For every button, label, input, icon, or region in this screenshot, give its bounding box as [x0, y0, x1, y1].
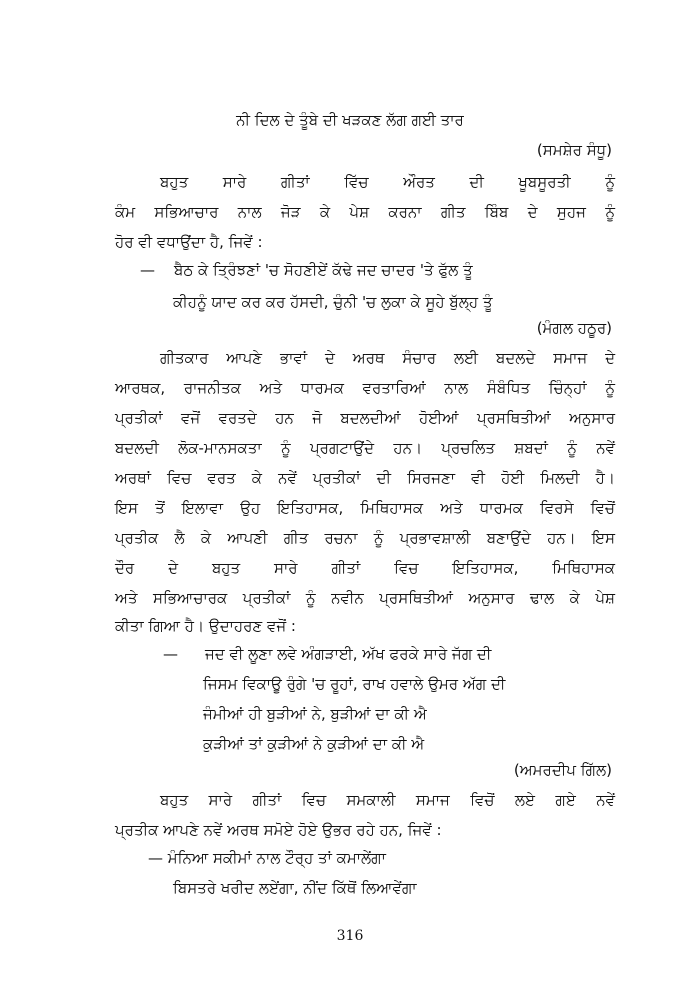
paragraph-line: ਕੀਤਾ ਗਿਆ ਹੈ। ਉਦਾਹਰਣ ਵਜੋਂ :: [115, 617, 296, 635]
epigraph-attribution: (ਸਮਸ਼ੇਰ ਸੰਧੂ): [536, 141, 612, 159]
paragraph-line: ਆਰਥਕ, ਰਾਜਨੀਤਕ ਅਤੇ ਧਾਰਮਕ ਵਰਤਾਰਿਆਂ ਨਾਲ ਸੰਬੰਧਿਤ ਚਿੰਨ੍ਹਾਂ ਨੂੰ: [115, 379, 615, 397]
paragraph-line: ਇਸ ਤੋਂ ਇਲਾਵਾ ਉਹ ਇਤਿਹਾਸਕ, ਮਿਥਿਹਾਸਕ ਅਤੇ ਧਾਰਮਕ ਵਿਰਸੇ ਵਿਚੋਂ: [115, 499, 615, 517]
epigraph-line: ਨੀ ਦਿਲ ਦੇ ਤੂੰਬੇ ਦੀ ਖੜਕਣ ਲੱਗ ਗਈ ਤਾਰ: [236, 111, 464, 129]
paragraph-line: ਕੰਮ ਸਭਿਆਚਾਰ ਨਾਲ ਜੋੜ ਕੇ ਪੇਸ਼ ਕਰਨਾ ਗੀਤ ਬਿੰਬ ਦੇ ਸੁਹਜ ਨੂੰ: [115, 203, 615, 221]
dash-mark: —: [140, 261, 155, 279]
quote-line: ਬਿਸਤਰੇ ਖਰੀਦ ਲਏਂਗਾ, ਨੀਂਦ ਕਿੱਥੋਂ ਲਿਆਵੇਂਗਾ: [173, 879, 417, 897]
quote-line: ਕੁੜੀਆਂ ਤਾਂ ਕੁੜੀਆਂ ਨੇ ਕੁੜੀਆਂ ਦਾ ਕੀ ਐ: [203, 735, 425, 753]
quote-attribution: (ਅਮਰਦੀਪ ਗਿੱਲ): [513, 761, 612, 779]
paragraph-line: ਦੌਰ ਦੇ ਬਹੁਤ ਸਾਰੇ ਗੀਤਾਂ ਵਿਚ ਇਤਿਹਾਸਕ, ਮਿਥਿਹਾਸਕ: [115, 559, 615, 577]
paragraph-line: ਅਤੇ ਸਭਿਆਚਾਰਕ ਪ੍ਰਤੀਕਾਂ ਨੂੰ ਨਵੀਨ ਪ੍ਰਸਥਿਤੀਆਂ ਅਨੁਸਾਰ ਢਾਲ ਕੇ ਪੇਸ਼: [115, 589, 615, 607]
paragraph-line: ਹੋਰ ਵੀ ਵਧਾਉਂਦਾ ਹੈ, ਜਿਵੇਂ :: [115, 233, 263, 251]
paragraph-line: ਪ੍ਰਤੀਕ ਲੈ ਕੇ ਆਪਣੀ ਗੀਤ ਰਚਨਾ ਨੂੰ ਪ੍ਰਭਾਵਸ਼ਾਲੀ ਬਣਾਉਂਦੇ ਹਨ। ਇਸ: [115, 529, 615, 547]
quote-text: ਬੈਠ ਕੇ ਤ੍ਰਿੰਝਣਾਂ 'ਚ ਸੋਹਣੀਏਂ ਕੱਢੇ ਜਦ ਚਾਦਰ 'ਤੇ ਫੁੱਲ ਤੂੰ: [174, 261, 473, 279]
quote-line: ਕੀਹਨੂੰ ਯਾਦ ਕਰ ਕਰ ਹੱਸਦੀ, ਚੁੰਨੀ 'ਚ ਲੁਕਾ ਕੇ ਸੂਹੇ ਬੁੱਲ੍ਹ ਤੂੰ: [173, 293, 493, 311]
quote-line: ਜੰਮੀਆਂ ਹੀ ਬੁੜੀਆਂ ਨੇ, ਬੁੜੀਆਂ ਦਾ ਕੀ ਐ: [203, 705, 427, 723]
quote-text: ਜਦ ਵੀ ਲੂਣਾ ਲਵੇ ਅੰਗੜਾਈ, ਅੱਖ ਫਰਕੇ ਸਾਰੇ ਜੱਗ ਦੀ: [205, 645, 492, 663]
quote-line: [163, 644, 700, 664]
paragraph-line: ਬਹੁਤ ਸਾਰੇ ਗੀਤਾਂ ਵਿਚ ਸਮਕਾਲੀ ਸਮਾਜ ਵਿਚੋਂ ਲਏ ਗਏ ਨਵੇਂ: [160, 791, 615, 809]
quote-text: ਮੰਨਿਆ ਸਕੀਮਾਂ ਨਾਲ ਟੌਰ੍ਹ ਤਾਂ ਕਮਾਲੇਂਗਾ: [167, 849, 386, 867]
paragraph-line: ਬਦਲਦੀ ਲੋਕ-ਮਾਨਸਕਤਾ ਨੂੰ ਪ੍ਰਗਟਾਉਂਦੇ ਹਨ। ਪ੍ਰਚਲਿਤ ਸ਼ਬਦਾਂ ਨੂੰ ਨਵੇਂ: [115, 439, 615, 457]
paragraph-line: ਪ੍ਰਤੀਕ ਆਪਣੇ ਨਵੇਂ ਅਰਥ ਸਮੋਏ ਹੋਏ ਉਭਰ ਰਹੇ ਹਨ, ਜਿਵੇਂ :: [115, 821, 442, 839]
page-number: 316: [336, 928, 364, 944]
quote-line: ਜਿਸਮ ਵਿਕਾਊ ਰੁੰਗੇ 'ਚ ਰੂਹਾਂ, ਰਾਖ ਹਵਾਲੇ ਉਮਰ ਅੱਗ ਦੀ: [203, 675, 506, 693]
quote-line: [148, 848, 700, 868]
paragraph-line: ਗੀਤਕਾਰ ਆਪਣੇ ਭਾਵਾਂ ਦੇ ਅਰਥ ਸੰਚਾਰ ਲਈ ਬਦਲਦੇ ਸਮਾਜ ਦੇ: [160, 349, 615, 367]
dash-mark: —: [163, 645, 178, 663]
quote-attribution: (ਮੰਗਲ ਹਠੂਰ): [536, 319, 612, 337]
quote-line: [140, 260, 700, 280]
paragraph-line: ਅਰਥਾਂ ਵਿਚ ਵਰਤ ਕੇ ਨਵੇਂ ਪ੍ਰਤੀਕਾਂ ਦੀ ਸਿਰਜਣਾ ਵੀ ਹੋਈ ਮਿਲਦੀ ਹੈ।: [115, 469, 615, 487]
dash-mark: —: [148, 849, 163, 867]
paragraph-line: ਪ੍ਰਤੀਕਾਂ ਵਜੋਂ ਵਰਤਦੇ ਹਨ ਜੋ ਬਦਲਦੀਆਂ ਹੋਈਆਂ ਪ੍ਰਸਥਿਤੀਆਂ ਅਨੁਸਾਰ: [115, 409, 615, 427]
paragraph-line: ਬਹੁਤ ਸਾਰੇ ਗੀਤਾਂ ਵਿੱਚ ਔਰਤ ਦੀ ਖੂਬਸੂਰਤੀ ਨੂੰ: [160, 173, 615, 191]
